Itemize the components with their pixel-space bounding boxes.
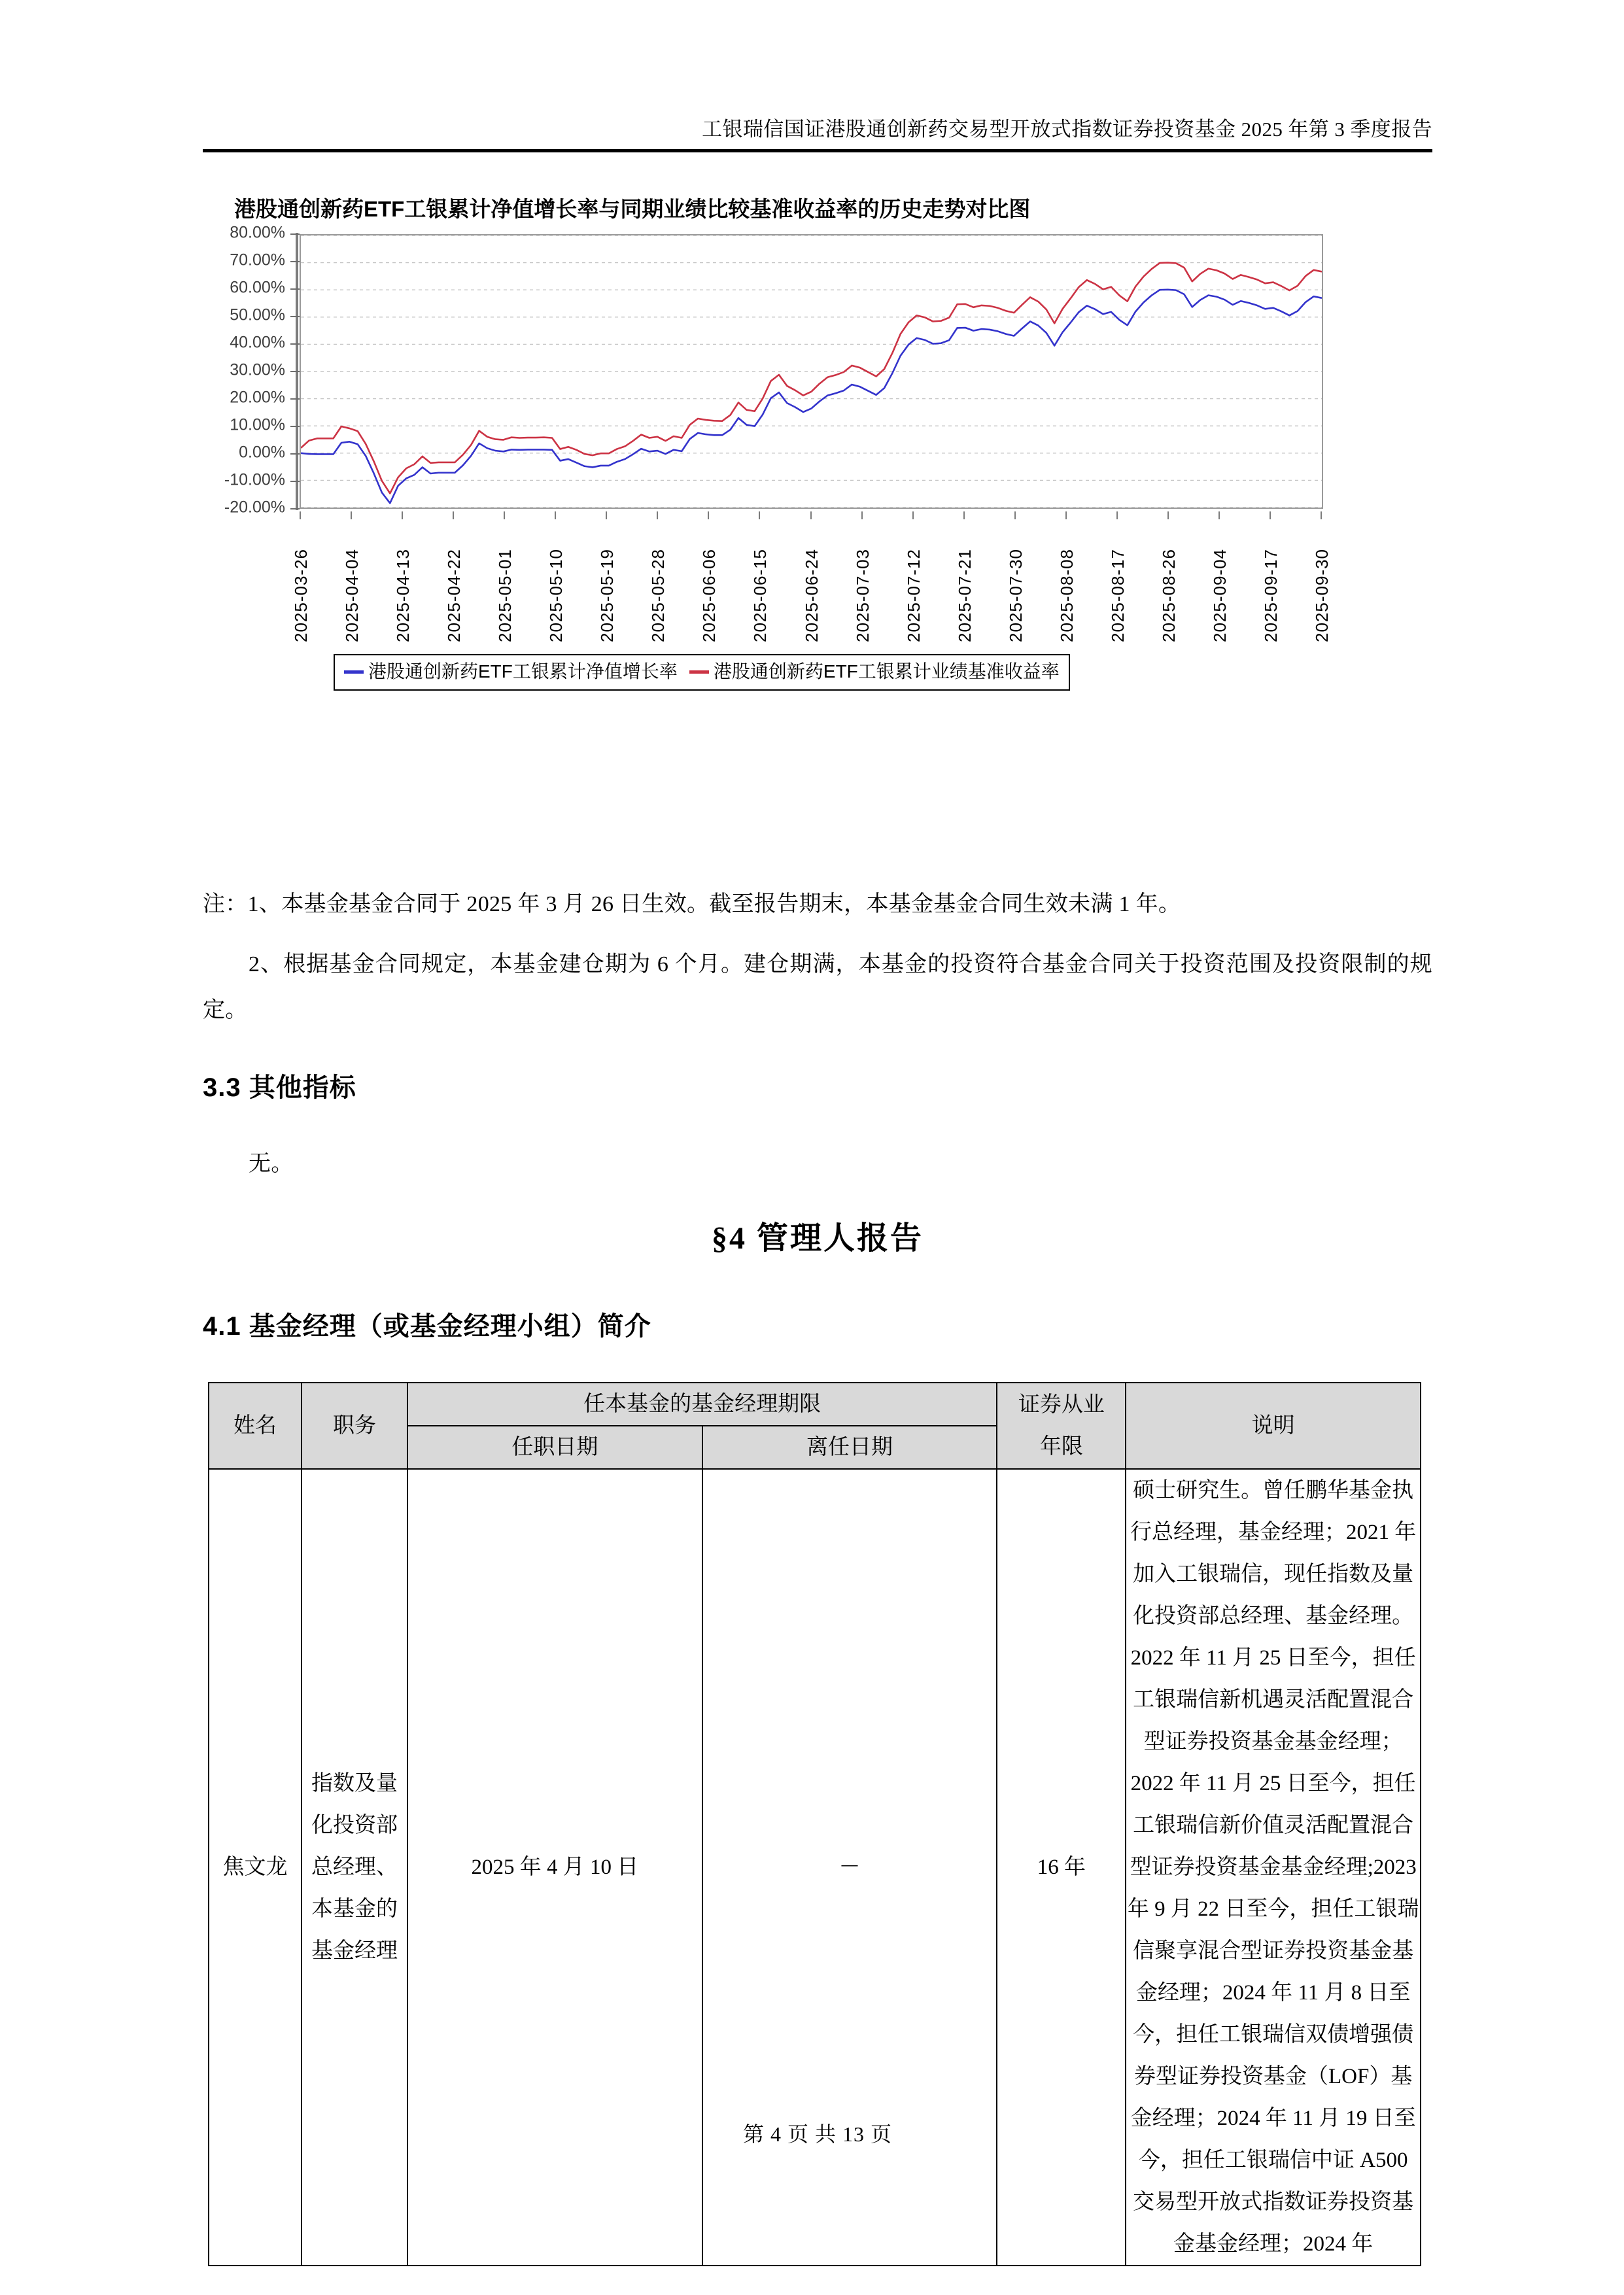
x-axis-tick-label: 2025-05-10 xyxy=(546,549,566,642)
x-axis-tick xyxy=(1321,511,1322,519)
x-axis-tick-label: 2025-05-19 xyxy=(597,549,617,642)
x-axis-tick xyxy=(351,511,352,519)
y-axis-tick-label: 30.00% xyxy=(230,360,285,379)
legend-swatch-nav-growth xyxy=(344,670,364,674)
y-axis-tick-label: 40.00% xyxy=(230,333,285,352)
th-duty: 职务 xyxy=(302,1383,407,1469)
section-heading-3-3: 3.3 其他指标 xyxy=(203,1073,356,1102)
cell-manager-duty: 指数及量化投资部总经理、本基金的基金经理 xyxy=(302,1469,407,2266)
x-axis-tick xyxy=(1218,511,1220,519)
th-years-line2: 年限 xyxy=(1039,1435,1083,1458)
chart-plot-area xyxy=(300,234,1323,509)
section-heading-4: §4 管理人报告 xyxy=(711,1221,924,1256)
chart-note-1: 注：1、本基金基金合同于 2025 年 3 月 26 日生效。截至报告期末，本基金基金合同生效未满 1 年。 xyxy=(203,892,1181,916)
page-footer: 第 4 页 共 13 页 xyxy=(742,2122,892,2146)
y-axis-tick xyxy=(290,316,300,317)
header-divider xyxy=(203,149,1432,152)
th-years xyxy=(997,1383,1126,1469)
y-axis-tick-label: 80.00% xyxy=(230,223,285,242)
x-axis-tick-label: 2025-08-08 xyxy=(1056,549,1077,642)
page-header-title: 工银瑞信国证港股通创新药交易型开放式指数证券投资基金 2025 年第 3 季度报告 xyxy=(702,118,1432,141)
y-axis-tick xyxy=(290,398,300,400)
x-axis-tick xyxy=(861,511,863,519)
th-end-date: 离任日期 xyxy=(702,1426,997,1469)
performance-chart xyxy=(216,196,1347,857)
y-axis-tick xyxy=(290,261,300,262)
cell-manager-name: 焦文龙 xyxy=(209,1469,302,2266)
legend-label-nav-growth: 港股通创新药ETF工银累计净值增长率 xyxy=(368,661,678,682)
x-axis-tick xyxy=(963,511,965,519)
th-name: 姓名 xyxy=(209,1383,302,1469)
legend-item-benchmark xyxy=(689,659,1060,684)
y-axis-tick-label: -20.00% xyxy=(224,498,285,517)
chart-series-lines xyxy=(301,235,1322,508)
y-axis-tick xyxy=(290,343,300,345)
x-axis-tick-label: 2025-08-17 xyxy=(1107,549,1128,642)
y-axis-tick xyxy=(290,288,300,290)
x-axis-tick xyxy=(504,511,505,519)
x-axis-tick-label: 2025-06-06 xyxy=(699,549,719,642)
cell-start-date: 2025 年 4 月 10 日 xyxy=(407,1469,702,2266)
legend-swatch-benchmark xyxy=(689,670,709,674)
x-axis-tick-label: 2025-03-26 xyxy=(291,549,311,642)
y-axis-tick xyxy=(290,481,300,482)
x-axis-tick-label: 2025-06-15 xyxy=(750,549,770,642)
x-axis-tick-label: 2025-04-13 xyxy=(393,549,413,642)
x-axis-tick xyxy=(759,511,760,519)
x-axis-tick-label: 2025-07-30 xyxy=(1005,549,1026,642)
x-axis-tick-label: 2025-06-24 xyxy=(801,549,821,642)
y-axis-tick-label: -10.00% xyxy=(224,470,285,489)
y-axis-tick xyxy=(290,233,300,235)
x-axis-tick-label: 2025-07-12 xyxy=(903,549,924,642)
y-axis-tick-label: 60.00% xyxy=(230,278,285,297)
x-axis-tick-label: 2025-07-21 xyxy=(954,549,975,642)
y-axis-tick-label: 10.00% xyxy=(230,415,285,434)
y-axis-tick-label: 70.00% xyxy=(230,250,285,269)
y-axis-tick-label: 0.00% xyxy=(239,443,285,462)
x-axis-tick xyxy=(453,511,454,519)
chart-legend xyxy=(334,654,1070,691)
y-axis-tick-label: 50.00% xyxy=(230,305,285,324)
y-axis-tick xyxy=(290,371,300,372)
x-axis-tick-label: 2025-05-28 xyxy=(648,549,668,642)
legend-item-nav xyxy=(344,659,678,684)
legend-label-benchmark: 港股通创新药ETF工银累计业绩基准收益率 xyxy=(713,661,1060,682)
x-axis-tick xyxy=(708,511,709,519)
cell-description: 硕士研究生。曾任鹏华基金执行总经理，基金经理；2021 年加入工银瑞信，现任指数及量化投资部总经理、基金经理。2022 年 11 月 25 日至今，担任工银瑞信新机遇灵活配置混合型证券投资基金基金经理；2022 年 11 月 25 日至今，担任工银瑞信新价值灵活配置混合型证券投资基金基金经理;2023 年 9 月 22 日至今，担任工银瑞信聚享混合型证券投资基金基金经理；2024 年 11 月 8 日至今，担任工银瑞信双债增强债券型证券投资基金（LOF）基金经理；2024 年 11 月 19 日至今，担任工银瑞信中证 A500 交易型开放式指数证券投资基金基金经理；2024 年 xyxy=(1126,1469,1421,2266)
cell-years: 16 年 xyxy=(997,1469,1126,2266)
th-tenure-group: 任本基金的基金经理期限 xyxy=(407,1383,997,1426)
x-axis-tick-label: 2025-04-04 xyxy=(342,549,362,642)
x-axis-tick xyxy=(1014,511,1016,519)
chart-title: 港股通创新药ETF工银累计净值增长率与同期业绩比较基准收益率的历史走势对比图 xyxy=(234,197,1031,221)
x-axis-tick-label: 2025-09-17 xyxy=(1260,549,1281,642)
x-axis-tick xyxy=(555,511,556,519)
section-heading-4-1: 4.1 基金经理（或基金经理小组）简介 xyxy=(203,1312,651,1341)
x-axis-tick xyxy=(1116,511,1118,519)
chart-note-2: 2、根据基金合同规定，本基金建仓期为 6 个月。建仓期满，本基金的投资符合基金合同关于投资范围及投资限制的规定。 xyxy=(203,952,1432,1022)
table-header-row-1 xyxy=(209,1383,1421,1426)
chart-x-axis-labels xyxy=(291,511,1332,642)
th-start-date: 任职日期 xyxy=(407,1426,702,1469)
x-axis-tick xyxy=(1065,511,1067,519)
th-years-line1: 证券从业 xyxy=(1018,1393,1105,1417)
series-line-1 xyxy=(301,263,1322,494)
section-3-3-body: 无。 xyxy=(249,1152,294,1176)
th-description: 说明 xyxy=(1126,1383,1421,1469)
y-axis-tick xyxy=(290,508,300,509)
x-axis-tick xyxy=(606,511,607,519)
x-axis-tick xyxy=(1167,511,1169,519)
x-axis-tick xyxy=(912,511,914,519)
x-axis-tick xyxy=(1270,511,1271,519)
y-axis-tick xyxy=(290,426,300,427)
x-axis-tick xyxy=(300,511,301,519)
chart-y-axis-labels xyxy=(216,223,294,517)
x-axis-tick-label: 2025-04-22 xyxy=(444,549,464,642)
series-line-0 xyxy=(301,290,1322,504)
cell-end-date: － xyxy=(702,1469,997,2266)
x-axis-tick xyxy=(810,511,812,519)
x-axis-tick xyxy=(402,511,403,519)
y-axis-tick xyxy=(290,453,300,455)
x-axis-tick-label: 2025-09-30 xyxy=(1312,549,1332,642)
x-axis-tick-label: 2025-08-26 xyxy=(1158,549,1179,642)
y-axis-tick-label: 20.00% xyxy=(230,388,285,407)
x-axis-tick-label: 2025-05-01 xyxy=(495,549,515,642)
x-axis-tick xyxy=(657,511,658,519)
x-axis-tick-label: 2025-09-04 xyxy=(1209,549,1230,642)
x-axis-tick-label: 2025-07-03 xyxy=(852,549,872,642)
